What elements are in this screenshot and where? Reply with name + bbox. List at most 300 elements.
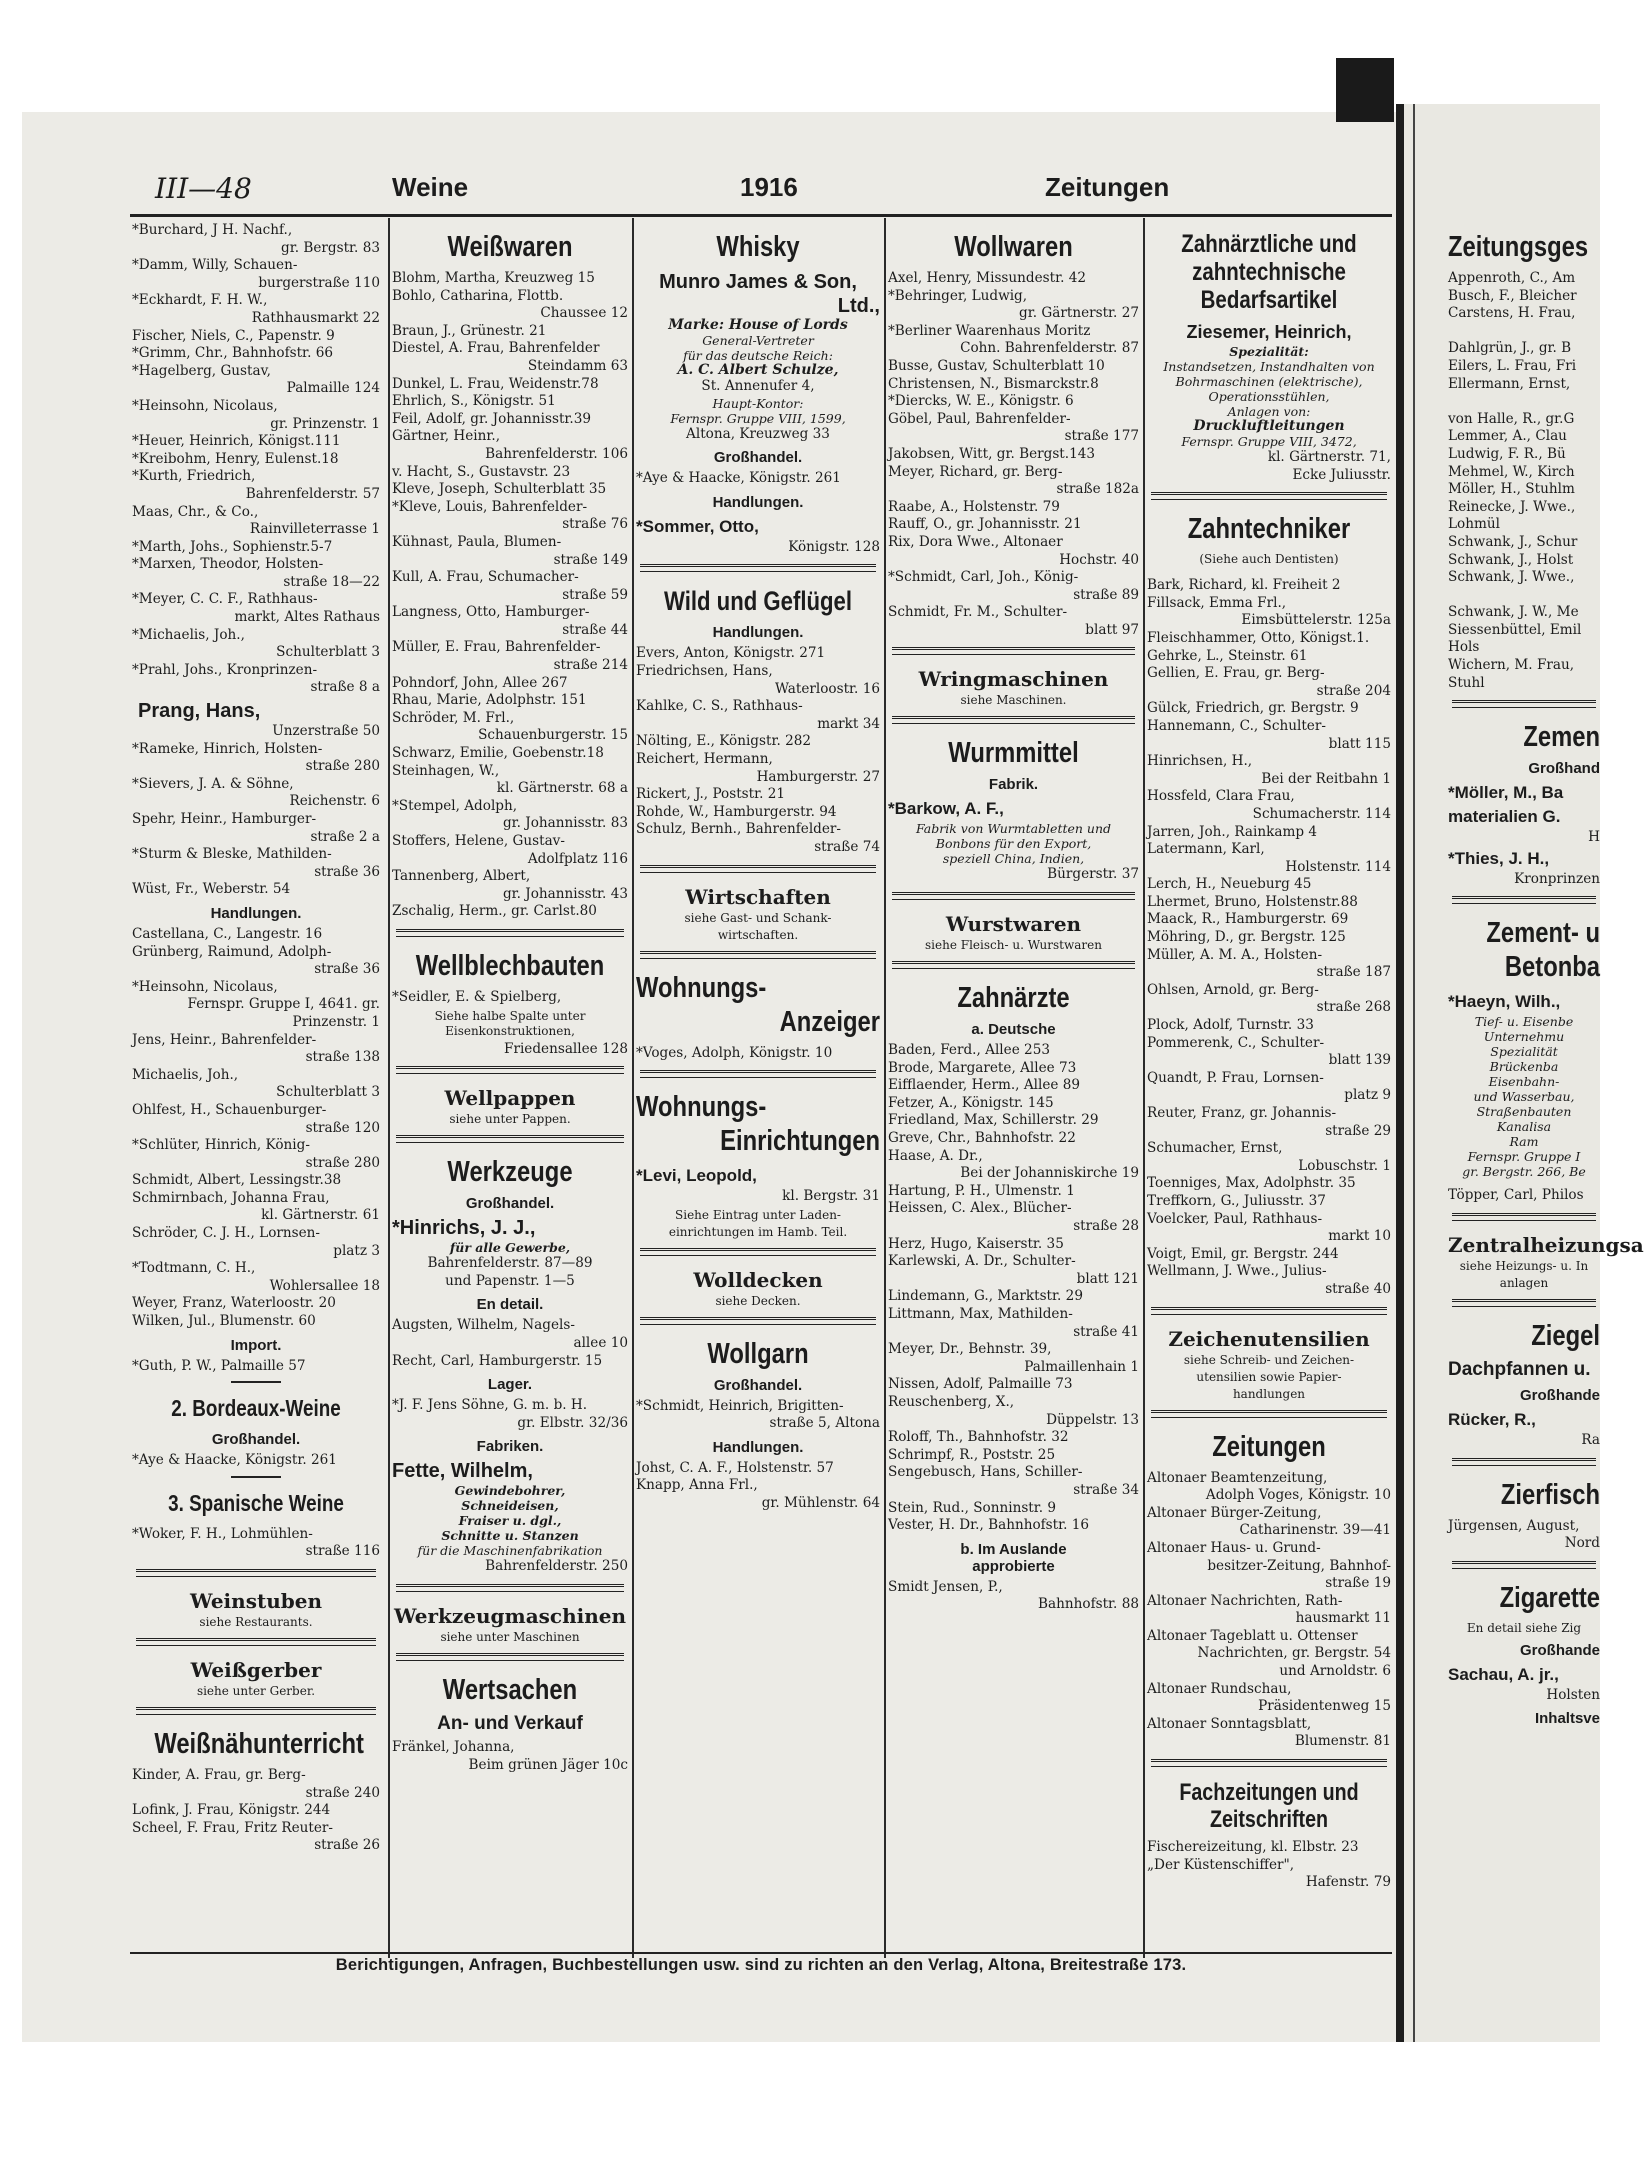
section-rule — [1151, 1410, 1387, 1418]
entry-name: *Stempel, Adolph, — [392, 797, 518, 814]
directory-entry — [132, 257, 380, 292]
entry-name: *Heuer, Heinrich, Königst.111 — [132, 433, 341, 450]
entry-address: straße 138 — [305, 1049, 380, 1066]
directory-entry — [1147, 630, 1391, 648]
entry-name: Altonaer Haus- u. Grund- — [1147, 1539, 1321, 1556]
subheading-handlungen: Handlungen. — [210, 904, 302, 922]
entry-address: straße 26 — [314, 1837, 380, 1854]
directory-entry — [132, 345, 380, 363]
entry-name: *Michaelis, Joh., — [132, 626, 245, 643]
directory-entry — [132, 881, 380, 899]
section-rule — [396, 1135, 624, 1143]
entry-name: Maas, Chr., & Co., — [132, 503, 259, 520]
directory-entry — [1147, 753, 1391, 788]
entry-tagline: Bonbons für den Export, — [935, 836, 1092, 852]
entry-name: Evers, Anton, Königstr. 271 — [636, 645, 826, 662]
entry-address: Cohn. Bahrenfelderstr. 87 — [960, 340, 1139, 357]
entry-name: Hossfeld, Clara Frau, — [1147, 788, 1295, 805]
heading-zahnaerztliche-3: Bedarfsartikel — [1200, 286, 1338, 314]
entry-address: blatt 121 — [1076, 1270, 1139, 1287]
page-gutter — [1396, 104, 1404, 2042]
entry-name: Ohlsen, Arnold, gr. Berg- — [1147, 981, 1319, 998]
entry-tagline: General-Vertreter — [702, 333, 814, 348]
entry-name: Lindemann, G., Marktstr. 29 — [888, 1288, 1083, 1305]
entry-list-zeitungen — [1147, 1470, 1391, 1752]
entry-name: *Grimm, Chr., Bahnhofstr. 66 — [132, 345, 334, 362]
heading-zahnaerztliche-1: Zahnärztliche und — [1181, 230, 1357, 258]
entry-name: Altonaer Beamtenzeitung, — [1147, 1469, 1328, 1486]
directory-entry — [888, 1236, 1139, 1254]
entry-line: Ram — [1509, 1134, 1539, 1150]
entry-address: straße 36 — [314, 863, 380, 880]
heading-zement-beton-1: Zement- u — [1486, 917, 1600, 950]
directory-entry — [888, 1394, 1139, 1429]
entry-address: Bahnhofstr. 88 — [1038, 1596, 1139, 1613]
heading-wurmmittel: Wurmmittel — [948, 737, 1079, 770]
directory-entry — [1147, 1017, 1391, 1035]
entry-address: kl. Gärtnerstr. 68 a — [496, 780, 628, 797]
entry-address: straße 120 — [305, 1119, 380, 1136]
entry-name: Schmidt, Fr. M., Schulter- — [888, 604, 1068, 621]
cross-reference-note: siehe Restaurants. — [199, 1615, 313, 1629]
entry-name: Wilken, Jul., Blumenstr. 60 — [132, 1313, 316, 1330]
entry-name: Gärtner, Heinr., — [392, 428, 501, 445]
entry-name: Schwarz, Emilie, Goebenstr.18 — [392, 745, 604, 762]
directory-entry — [1147, 1035, 1391, 1070]
directory-entry — [888, 1060, 1139, 1078]
entry-address: H — [1588, 829, 1600, 846]
entry-name: Hartung, P. H., Ulmenstr. 1 — [888, 1182, 1075, 1199]
entry-address: Kronprinzen — [1514, 870, 1600, 887]
entry-address: straße 240 — [305, 1784, 380, 1801]
entry-address: Catharinenstr. 39—41 — [1239, 1522, 1391, 1539]
entry-address: straße 2 a — [310, 828, 380, 845]
entry-name: Blohm, Martha, Kreuzweg 15 — [392, 270, 595, 286]
directory-entry — [1147, 595, 1391, 630]
directory-entry — [888, 1253, 1139, 1288]
entry-list-fachzeitungen — [1147, 1839, 1391, 1892]
heading-werkzeugmaschinen: Werkzeugmaschinen — [393, 1603, 627, 1628]
cross-reference-note: siehe Gast- und Schank- — [684, 910, 832, 925]
section-rule — [136, 1707, 376, 1715]
entry-name: *Hagelberg, Gustav, — [132, 362, 271, 379]
entry-list-weissnaehunterricht — [132, 1767, 380, 1855]
entry-name: Schmirnbach, Johanna Frau, — [132, 1189, 330, 1206]
entry-name: Nölting, E., Königstr. 282 — [636, 733, 812, 750]
entry-list-zahnaerzte-ausland — [888, 1579, 1139, 1614]
directory-entry — [888, 1130, 1139, 1148]
running-head-left: Weine — [392, 172, 469, 202]
subheading-grosshandel: Großhande — [1519, 1641, 1600, 1659]
entry-list-wertsachen — [392, 1739, 628, 1774]
entry-name: Reichert, Hermann, — [636, 750, 773, 767]
entry-name: Maack, R., Hamburgerstr. 69 — [1147, 911, 1349, 928]
entry-list-wollgarn — [636, 1460, 880, 1513]
directory-entry — [888, 534, 1139, 569]
entry-name: Müller, E. Frau, Bahrenfelder- — [392, 639, 601, 656]
entry-name: *Meyer, C. C. F., Rathhaus- — [132, 591, 318, 608]
entry-name: Littmann, Max, Mathilden- — [888, 1305, 1073, 1322]
entry-name: Recht, Carl, Hamburgerstr. 15 — [392, 1352, 603, 1369]
directory-entry — [888, 446, 1139, 464]
entry-line: Reinecke, J. Wwe., — [1448, 498, 1576, 515]
directory-entry — [636, 821, 880, 856]
directory-entry — [132, 1225, 380, 1260]
cross-reference-note: utensilien sowie Papier- — [1196, 1369, 1342, 1384]
section-rule — [892, 892, 1135, 900]
entry-address: Fernspr. Gruppe I, 4641. gr. Prinzenstr. 1 — [187, 996, 380, 1030]
entry-line — [1448, 587, 1600, 605]
entry-name-thies: *Thies, J. H., — [1448, 848, 1550, 868]
entry-address: straße 8 a — [310, 679, 380, 696]
entry-list-wollwaren — [888, 270, 1139, 639]
entry-name: *Damm, Willy, Schauen- — [132, 257, 298, 274]
entry-name: Weyer, Franz, Waterloostr. 20 — [132, 1295, 336, 1312]
section-rule — [136, 1638, 376, 1646]
directory-entry — [392, 868, 628, 903]
directory-entry — [392, 393, 628, 411]
entry-name: Rix, Dora Wwe., Altonaer — [888, 533, 1063, 550]
running-head-year: 1916 — [740, 172, 798, 202]
entry-address: und Papenstr. 1—5 — [445, 1272, 575, 1289]
entry-list-haeyn — [1448, 1014, 1600, 1179]
entry-line: Kanalisa — [1496, 1119, 1552, 1135]
directory-entry — [888, 288, 1139, 323]
section-rule — [396, 929, 624, 937]
entry-tagline: Bohrmaschinen (elektrische), — [1175, 374, 1363, 389]
directory-entry — [392, 428, 628, 463]
entry-name: Kühnast, Paula, Blumen- — [392, 533, 562, 550]
directory-entry — [132, 1802, 380, 1820]
heading-weisswaren: Weißwaren — [447, 231, 573, 263]
directory-entry — [888, 464, 1139, 499]
subheading-grosshandel: Großhande — [1519, 1387, 1600, 1405]
entry-guth: *Guth, P. W., Palmaille 57 — [132, 1357, 306, 1374]
entry-name: *Kurth, Friedrich, — [132, 468, 256, 485]
section-rule — [1151, 1759, 1387, 1767]
entry-address: gr. Bergstr. 83 — [281, 239, 380, 256]
entry-line: gr. Bergstr. 266, Be — [1462, 1164, 1586, 1180]
directory-entry — [392, 745, 628, 763]
entry-name: Augsten, Wilhelm, Nagels- — [392, 1317, 575, 1334]
entry-name: Lofink, J. Frau, Königstr. 244 — [132, 1802, 331, 1819]
subheading-handlungen: Handlungen. — [712, 1438, 804, 1456]
entry-name: Müller, A. M. A., Holsten- — [1147, 946, 1323, 963]
entry-address: straße 280 — [305, 1154, 380, 1171]
directory-entry — [888, 376, 1139, 394]
directory-entry — [888, 1200, 1139, 1235]
entry-address: gr. Elbstr. 32/36 — [517, 1414, 628, 1431]
heading-ziegel: Ziegel — [1531, 1320, 1600, 1353]
running-head-right: Zeitungen — [1045, 172, 1170, 202]
entry-name: Johst, C. A. F., Holstenstr. 57 — [636, 1459, 834, 1476]
heading-zahnaerztliche-2: zahntechnische — [1192, 258, 1346, 286]
entry-line: Fernspr. Gruppe I — [1467, 1149, 1581, 1165]
directory-entry — [888, 1464, 1139, 1499]
directory-entry — [1147, 788, 1391, 823]
footer-notice: Berichtigungen, Anfragen, Buchbestellungen usw. sind zu richten an den Verlag, Altona, Breitestraße 173. — [335, 1956, 1187, 1974]
heading-werkzeuge: Werkzeuge — [447, 1156, 573, 1189]
entry-address: Ra — [1581, 1432, 1600, 1449]
column-1 — [132, 222, 380, 1855]
cross-reference-note: siehe unter Maschinen — [440, 1629, 580, 1644]
directory-entry — [1147, 1175, 1391, 1193]
directory-entry — [888, 1183, 1139, 1201]
section-rule — [1151, 1307, 1387, 1315]
entry-line: Siessenbüttel, Emil — [1448, 621, 1582, 638]
heading-wild-und-gefluegel: Wild und Geflügel — [664, 586, 852, 617]
directory-entry — [392, 1353, 628, 1371]
entry-list-zahnaerzte — [888, 1042, 1139, 1535]
section-rule — [640, 951, 876, 959]
entry-address: straße 34 — [1073, 1481, 1139, 1498]
heading-wohnungs-einrichtungen-2: Einrichtungen — [720, 1125, 880, 1158]
directory-entry — [392, 411, 628, 429]
section-rule — [1452, 1561, 1596, 1569]
entry-name: Spehr, Heinr., Hamburger- — [132, 811, 317, 827]
entry-name: Altonaer Rundschau, — [1147, 1680, 1292, 1697]
heading-wurstwaren: Wurstwaren — [945, 912, 1082, 937]
entry-name: Lerch, H., Neueburg 45 — [1147, 876, 1312, 893]
directory-entry — [132, 363, 380, 398]
directory-entry — [132, 627, 380, 662]
section-rule — [396, 1653, 624, 1661]
entry-tagline: Anlagen von: — [1227, 404, 1311, 419]
subheading-handlungen: Handlungen. — [712, 624, 804, 642]
directory-entry — [392, 1739, 628, 1774]
directory-entry — [1147, 665, 1391, 700]
directory-entry — [888, 1095, 1139, 1113]
directory-entry — [1147, 841, 1391, 876]
subheading-en-detail: En detail. — [476, 1296, 544, 1314]
entry-address: Königstr. 128 — [788, 538, 880, 555]
entry-list-weisswaren — [392, 270, 628, 921]
entry-toepper: Töpper, Carl, Philos — [1448, 1187, 1584, 1204]
entry-name: Gellien, E. Frau, gr. Berg- — [1147, 665, 1325, 682]
directory-entry — [888, 393, 1139, 411]
subheading-lager: Lager. — [487, 1376, 533, 1394]
entry-address: Lobuschstr. 1 — [1298, 1157, 1391, 1174]
entry-name: Karlewski, A. Dr., Schulter- — [888, 1253, 1076, 1270]
entry-address: Schumacherstr. 114 — [1252, 805, 1391, 822]
directory-entry — [132, 433, 380, 451]
entry-name: Herz, Hugo, Kaiserstr. 35 — [888, 1235, 1064, 1252]
entry-name-hinrichs: *Hinrichs, J. J., — [392, 1217, 536, 1240]
directory-entry — [392, 534, 628, 569]
section-rule — [640, 1317, 876, 1325]
directory-entry — [888, 569, 1139, 604]
entry-name: Fetzer, A., Königstr. 145 — [888, 1094, 1054, 1111]
directory-entry — [132, 1313, 380, 1331]
directory-entry — [1147, 1070, 1391, 1105]
directory-entry — [392, 710, 628, 745]
entry-juergensen: Jürgensen, August, — [1448, 1517, 1580, 1534]
entry-list-weine — [132, 222, 380, 697]
entry-address: straße 19 — [1325, 1575, 1391, 1592]
entry-address: straße 44 — [562, 621, 628, 638]
entry-name: Castellana, C., Langestr. 16 — [132, 925, 323, 942]
entry-name: *Rameke, Hinrich, Holsten- — [132, 740, 323, 757]
directory-entry — [132, 468, 380, 503]
entry-address: straße 18—22 — [283, 573, 380, 590]
entry-name: *Marxen, Theodor, Holsten- — [132, 556, 324, 573]
entry-name: *Sturm & Bleske, Mathilden- — [132, 846, 332, 863]
section-rule — [1452, 1299, 1596, 1307]
section-rule — [1452, 896, 1596, 904]
entry-name: Axel, Henry, Missundestr. 42 — [888, 270, 1087, 286]
entry-name: Altonaer Sonntagsblatt, — [1147, 1715, 1312, 1732]
entry-name: Grünberg, Raimund, Adolph- — [132, 943, 332, 960]
entry-name: Busse, Gustav, Schulterblatt 10 — [888, 357, 1105, 374]
entry-name: Friedland, Max, Schillerstr. 29 — [888, 1112, 1099, 1129]
column-2 — [392, 222, 628, 1774]
entry-line: Eilers, L. Frau, Fri — [1448, 357, 1577, 374]
entry-address: Palmaillenhain 1 — [1024, 1358, 1139, 1375]
entry-address: Schulterblatt 3 — [276, 1084, 380, 1101]
entry-line: Ellermann, Ernst, — [1448, 375, 1571, 392]
section-rule — [892, 716, 1135, 724]
directory-entry — [132, 662, 380, 697]
entry-name: *Marth, Johs., Sophienstr.5-7 — [132, 538, 333, 555]
directory-entry — [392, 692, 628, 710]
heading-wohnungs-anzeiger-1: Wohnungs- — [636, 971, 767, 1004]
directory-entry — [132, 1820, 380, 1855]
section-rule — [640, 865, 876, 873]
entry-list-zahntechniker — [1147, 577, 1391, 1298]
entry-address: straße 214 — [553, 657, 628, 674]
section-rule — [892, 647, 1135, 655]
heading-whisky: Whisky — [716, 231, 800, 263]
directory-entry — [132, 1172, 380, 1190]
directory-entry — [888, 1579, 1139, 1614]
subheading-handlungen: Handlungen. — [712, 493, 804, 511]
entry-address: Bahrenfelderstr. 87—89 — [427, 1255, 593, 1272]
short-rule — [231, 1381, 281, 1383]
entry-list-en-detail — [392, 1317, 628, 1370]
directory-entry — [636, 645, 880, 663]
directory-entry — [132, 979, 380, 1032]
heading-wellpappen: Wellpappen — [444, 1086, 576, 1111]
cross-reference-note: siehe Decken. — [715, 1293, 801, 1308]
directory-entry — [1147, 718, 1391, 753]
heading-wohnungs-anzeiger-2: Anzeiger — [779, 1005, 880, 1038]
header-rule — [130, 214, 1392, 217]
heading-zement: Zemen — [1523, 721, 1600, 754]
directory-entry — [1147, 1246, 1391, 1264]
entry-address: Ecke Juliusstr. — [1292, 466, 1391, 483]
entry-address: markt, Altes Rathaus — [234, 609, 380, 626]
directory-entry — [392, 499, 628, 534]
entry-name-haeyn: *Haeyn, Wilh., — [1448, 992, 1561, 1012]
directory-entry — [636, 1477, 880, 1512]
entry-address: Schulterblatt 3 — [276, 644, 380, 661]
entry-name: Meyer, Dr., Behnstr. 39, — [888, 1341, 1052, 1358]
entry-name: Voelcker, Paul, Rathhaus- — [1147, 1210, 1323, 1227]
entry-name: *Heinsohn, Nicolaus, — [132, 978, 278, 995]
column-3 — [636, 222, 880, 1513]
entry-address: Reichenstr. 6 — [289, 793, 380, 810]
directory-entry — [392, 288, 628, 323]
entry-line: Brückenba — [1489, 1059, 1559, 1075]
entry-tagline: Haupt-Kontor: — [712, 395, 804, 411]
entry-address: burgerstraße 110 — [258, 274, 380, 291]
directory-entry — [888, 323, 1139, 358]
entry-address: straße 41 — [1073, 1323, 1139, 1340]
entry-address: Schauenburgerstr. 15 — [478, 727, 628, 744]
entry-name: *Kreibohm, Henry, Eulenst.18 — [132, 450, 339, 467]
directory-entry — [132, 222, 380, 257]
directory-entry — [1147, 1470, 1391, 1505]
entry-name: Diestel, A. Frau, Bahrenfelder — [392, 340, 600, 357]
entry-address: Holsten — [1546, 1686, 1600, 1703]
entry-line: Straßenbauten — [1476, 1104, 1572, 1120]
entry-agent: A. C. Albert Schulze, — [677, 362, 839, 378]
directory-entry — [888, 1500, 1139, 1518]
entry-tagline: für alle Gewerbe, — [449, 1240, 571, 1256]
entry-name: Bark, Richard, kl. Freiheit 2 — [1147, 577, 1341, 594]
entry-name: Hinrichsen, H., — [1147, 753, 1253, 770]
subheading-grosshandel: Großhandel. — [713, 1376, 803, 1394]
entry-tagline: Schnitte u. Stanzen — [441, 1528, 579, 1544]
column-divider — [884, 218, 886, 1958]
page-gutter-inner — [1413, 104, 1415, 2042]
entry-name: Eifflaender, Herm., Allee 89 — [888, 1077, 1081, 1094]
directory-entry — [1147, 929, 1391, 947]
subheading-grosshandel: Großhandel. — [211, 1431, 301, 1449]
entry-name: Rickert, J., Poststr. 21 — [636, 786, 786, 803]
entry-address: straße 149 — [553, 551, 628, 568]
entry-address: Nord — [1564, 1535, 1600, 1552]
entry-address: gr. Johannisstr. 83 — [502, 815, 628, 832]
directory-entry — [392, 833, 628, 868]
directory-entry — [1147, 1628, 1391, 1663]
entry-address: Altona, Kreuzweg 33 — [686, 425, 830, 442]
entry-address: straße 268 — [1316, 999, 1391, 1016]
heading-zeichenutensilien: Zeichenutensilien — [1168, 1326, 1370, 1351]
heading-wollwaren: Wollwaren — [954, 231, 1073, 263]
entry-address: Düppelstr. 13 — [1046, 1411, 1139, 1428]
entry-name-moeller: *Möller, M., Ba — [1448, 783, 1564, 803]
heading-fachzeitungen-1: Fachzeitungen und — [1179, 1779, 1359, 1807]
entry-address: straße 59 — [562, 586, 628, 603]
entry-address: allee 10 — [573, 1334, 628, 1351]
directory-entry — [636, 698, 880, 733]
directory-entry — [1147, 982, 1391, 1017]
entry-address: Waterloostr. 16 — [775, 680, 880, 697]
entry-name: Rauff, O., gr. Johannisstr. 21 — [888, 516, 1082, 533]
directory-entry — [1147, 1211, 1391, 1246]
entry-line: Wichern, M. Frau, — [1448, 657, 1575, 674]
directory-entry — [392, 604, 628, 639]
entry-name-fette: Fette, Wilhelm, — [392, 1460, 533, 1483]
directory-entry — [392, 763, 628, 798]
directory-entry — [132, 1260, 380, 1295]
directory-entry — [1147, 1839, 1391, 1857]
entry-name: Heissen, C. Alex., Blücher- — [888, 1200, 1072, 1217]
entry-address: markt 34 — [817, 715, 880, 732]
entry-tagline: Fabrik von Wurmtabletten und — [915, 821, 1112, 837]
directory-entry — [1147, 1540, 1391, 1575]
entry-address: Adolfplatz 116 — [527, 850, 628, 867]
entry-name: Ehrlich, S., Königstr. 51 — [392, 393, 556, 410]
entry-address: Nachrichten, gr. Bergstr. 54 — [1197, 1645, 1391, 1662]
column-divider — [1143, 218, 1145, 1958]
directory-entry — [1147, 824, 1391, 842]
heading-fachzeitungen-2: Zeitschriften — [1209, 1806, 1329, 1834]
entry-address: straße 76 — [562, 516, 628, 533]
entry-line: Carstens, H. Frau, — [1448, 305, 1576, 322]
directory-entry — [888, 411, 1139, 446]
